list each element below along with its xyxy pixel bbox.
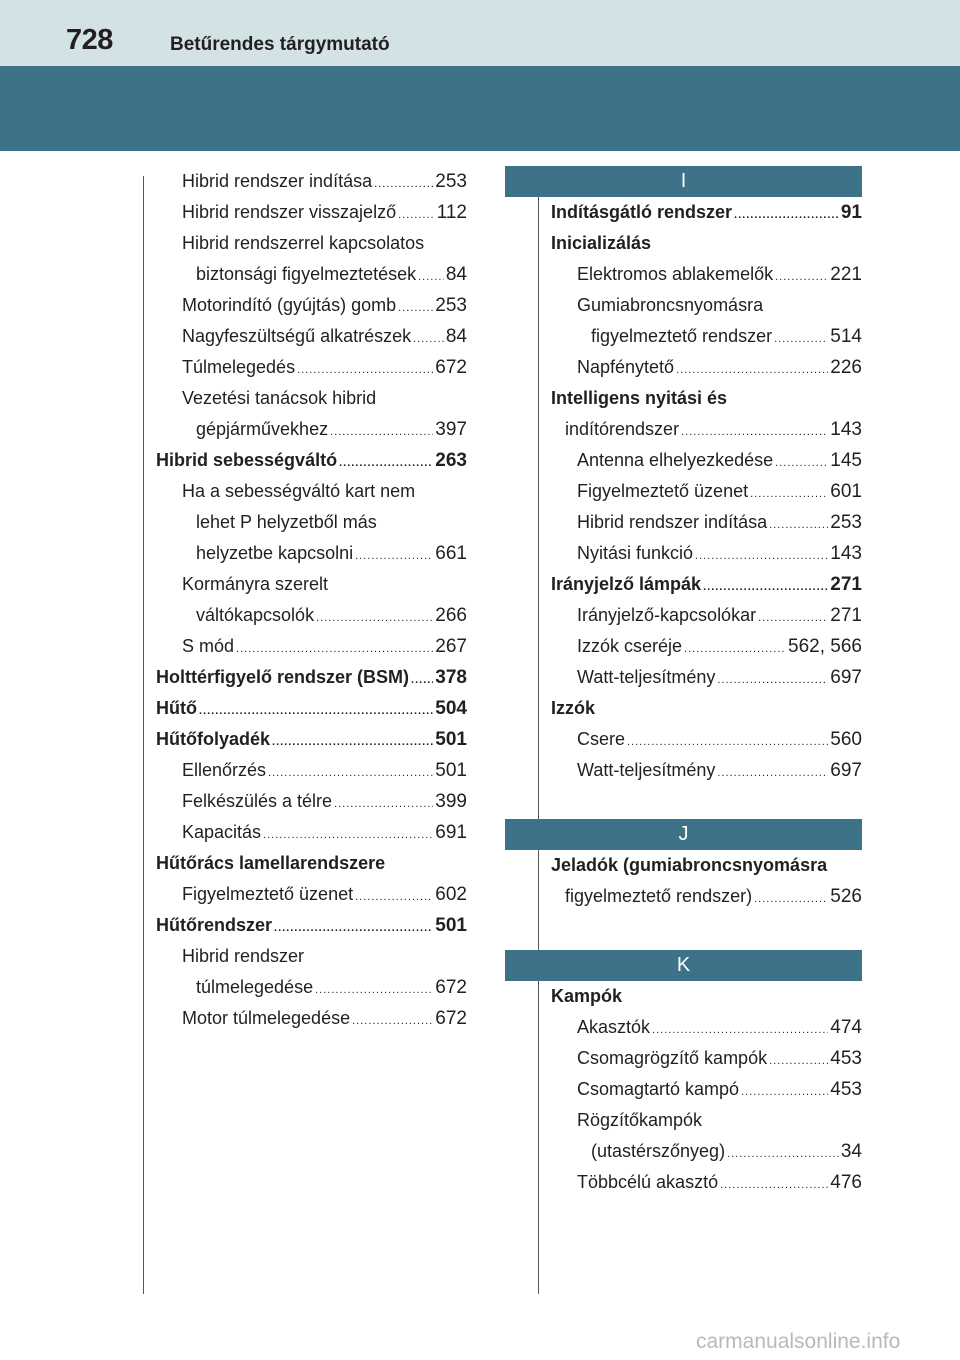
index-entry bbox=[551, 1167, 862, 1198]
leader-dots bbox=[750, 479, 828, 510]
entry-text: Rögzítőkampók bbox=[577, 1110, 703, 1130]
index-entry bbox=[156, 755, 467, 786]
index-entry bbox=[156, 817, 467, 848]
index-entry bbox=[551, 476, 862, 507]
entry-text: Hűtőrendszer bbox=[156, 915, 273, 935]
leader-dots bbox=[398, 293, 433, 324]
section-entries bbox=[551, 981, 862, 1198]
leader-dots bbox=[775, 262, 828, 293]
leader-dots bbox=[775, 448, 828, 479]
entry-text: Indításgátló rendszer bbox=[551, 202, 733, 222]
section-letter-bar: I bbox=[505, 166, 862, 197]
index-entry bbox=[156, 538, 467, 569]
entry-text: Irányjelző lámpák bbox=[551, 574, 702, 594]
entry-text: Izzók cseréje bbox=[577, 636, 683, 656]
index-entry bbox=[156, 724, 467, 755]
entry-text: Gumiabroncsnyomásra bbox=[577, 295, 764, 315]
leader-dots bbox=[684, 634, 786, 665]
entry-page-number: 145 bbox=[830, 450, 862, 471]
entry-text: Akasztók bbox=[577, 1017, 651, 1037]
entry-text: Csomagrögzítő kampók bbox=[577, 1048, 768, 1068]
leader-dots bbox=[315, 975, 433, 1006]
index-entry bbox=[551, 507, 862, 538]
index-entry bbox=[551, 1136, 862, 1167]
index-entry bbox=[156, 352, 467, 383]
entry-page-number: 526 bbox=[830, 886, 862, 907]
entry-page-number: 501 bbox=[435, 729, 467, 750]
entry-page-number: 501 bbox=[435, 760, 467, 781]
leader-dots bbox=[717, 758, 828, 789]
leader-dots bbox=[758, 603, 828, 634]
leader-dots bbox=[199, 696, 433, 727]
entry-page-number: 34 bbox=[840, 1141, 862, 1162]
right-column-rule bbox=[538, 176, 539, 1294]
entry-text: indítórendszer bbox=[565, 419, 680, 439]
index-entry bbox=[156, 197, 467, 228]
leader-dots bbox=[411, 665, 433, 696]
entry-text: Csere bbox=[577, 729, 626, 749]
entry-page-number: 672 bbox=[435, 357, 467, 378]
entry-text: Nagyfeszültségű alkatrészek bbox=[182, 326, 412, 346]
leader-dots bbox=[717, 665, 828, 696]
leader-dots bbox=[355, 882, 433, 913]
entry-text: (utastérszőnyeg) bbox=[591, 1141, 726, 1161]
entry-page-number: 562, 566 bbox=[788, 636, 862, 657]
entry-page-number: 84 bbox=[445, 264, 467, 285]
entry-page-number: 84 bbox=[445, 326, 467, 347]
index-entry bbox=[551, 600, 862, 631]
leader-dots bbox=[754, 884, 828, 915]
entry-page-number: 226 bbox=[830, 357, 862, 378]
index-entry bbox=[551, 445, 862, 476]
entry-text: figyelmeztető rendszer) bbox=[565, 886, 753, 906]
entry-text: Irányjelző-kapcsolókar bbox=[577, 605, 757, 625]
index-entry bbox=[551, 981, 862, 1012]
entry-text: Hűtő bbox=[156, 698, 197, 718]
index-entry bbox=[551, 538, 862, 569]
index-entry bbox=[551, 662, 862, 693]
entry-page-number: 501 bbox=[435, 915, 467, 936]
entry-text: Intelligens nyitási és bbox=[551, 388, 728, 408]
entry-text: Watt-teljesítmény bbox=[577, 667, 716, 687]
index-entry bbox=[551, 881, 862, 912]
entry-text: figyelmeztető rendszer bbox=[591, 326, 773, 346]
entry-page-number: 253 bbox=[435, 295, 467, 316]
index-entry bbox=[156, 290, 467, 321]
leader-dots bbox=[316, 603, 433, 634]
entry-page-number: 143 bbox=[830, 419, 862, 440]
entry-text: Nyitási funkció bbox=[577, 543, 694, 563]
entry-page-number: 661 bbox=[435, 543, 467, 564]
index-entry bbox=[156, 693, 467, 724]
entry-text: Túlmelegedés bbox=[182, 357, 296, 377]
index-entry bbox=[156, 476, 467, 507]
entry-text: Hibrid rendszer visszajelző bbox=[182, 202, 397, 222]
entry-text: Ellenőrzés bbox=[182, 760, 267, 780]
index-entry bbox=[551, 290, 862, 321]
left-column-rule bbox=[143, 176, 144, 1294]
leader-dots bbox=[720, 1170, 828, 1201]
entry-page-number: 514 bbox=[830, 326, 862, 347]
section-entries bbox=[551, 197, 862, 786]
entry-page-number: 263 bbox=[435, 450, 467, 471]
entry-text: Figyelmeztető üzenet bbox=[577, 481, 749, 501]
index-entry bbox=[156, 941, 467, 972]
index-entry bbox=[551, 352, 862, 383]
index-entry bbox=[551, 1105, 862, 1136]
leader-dots bbox=[769, 510, 828, 541]
entry-text: gépjárművekhez bbox=[196, 419, 329, 439]
entry-text: biztonsági figyelmeztetések bbox=[196, 264, 417, 284]
entry-page-number: 474 bbox=[830, 1017, 862, 1038]
leader-dots bbox=[774, 324, 828, 355]
entry-page-number: 221 bbox=[830, 264, 862, 285]
entry-text: S mód bbox=[182, 636, 235, 656]
leader-dots bbox=[334, 789, 433, 820]
leader-dots bbox=[274, 913, 433, 944]
index-entry bbox=[156, 321, 467, 352]
index-entry bbox=[551, 569, 862, 600]
leader-dots bbox=[355, 541, 433, 572]
entry-page-number: 112 bbox=[436, 202, 467, 223]
index-entry bbox=[551, 631, 862, 662]
index-entry bbox=[156, 445, 467, 476]
entry-text: Vezetési tanácsok hibrid bbox=[182, 388, 377, 408]
leader-dots bbox=[268, 758, 433, 789]
index-entry bbox=[551, 1012, 862, 1043]
entry-page-number: 504 bbox=[435, 698, 467, 719]
entry-text: Többcélú akasztó bbox=[577, 1172, 719, 1192]
entry-text: Kapacitás bbox=[182, 822, 262, 842]
index-entry bbox=[551, 850, 862, 881]
leader-dots bbox=[339, 448, 433, 479]
watermark: carmanualsonline.info bbox=[696, 1330, 901, 1353]
entry-text: váltókapcsolók bbox=[196, 605, 315, 625]
entry-text: Hibrid rendszer indítása bbox=[577, 512, 768, 532]
leader-dots bbox=[352, 1006, 433, 1037]
entry-text: Hibrid rendszerrel kapcsolatos bbox=[182, 233, 425, 253]
index-entry bbox=[156, 569, 467, 600]
leader-dots bbox=[418, 262, 444, 293]
index-entry bbox=[551, 693, 862, 724]
entry-page-number: 476 bbox=[830, 1172, 862, 1193]
index-entry bbox=[551, 1074, 862, 1105]
entry-text: Jeladók (gumiabroncsnyomásra bbox=[551, 855, 828, 875]
entry-text: Izzók bbox=[551, 698, 596, 718]
entry-text: Napfénytető bbox=[577, 357, 675, 377]
index-entry bbox=[551, 724, 862, 755]
entry-page-number: 271 bbox=[830, 574, 862, 595]
index-entry bbox=[156, 662, 467, 693]
leader-dots bbox=[330, 417, 433, 448]
index-entry bbox=[156, 383, 467, 414]
entry-page-number: 560 bbox=[830, 729, 862, 750]
index-entry bbox=[156, 631, 467, 662]
leader-dots bbox=[695, 541, 828, 572]
entry-text: Figyelmeztető üzenet bbox=[182, 884, 354, 904]
entry-page-number: 601 bbox=[830, 481, 862, 502]
leader-dots bbox=[681, 417, 828, 448]
entry-text: Elektromos ablakemelők bbox=[577, 264, 774, 284]
leader-dots bbox=[676, 355, 828, 386]
leader-dots bbox=[769, 1046, 828, 1077]
index-entry bbox=[156, 600, 467, 631]
index-left-column bbox=[156, 166, 467, 1034]
entry-text: Hibrid rendszer bbox=[182, 946, 305, 966]
entry-text: Inicializálás bbox=[551, 233, 652, 253]
entry-page-number: 399 bbox=[435, 791, 467, 812]
entry-page-number: 397 bbox=[435, 419, 467, 440]
entry-page-number: 378 bbox=[435, 667, 467, 688]
index-entry bbox=[551, 197, 862, 228]
leader-dots bbox=[627, 727, 828, 758]
index-entry bbox=[156, 414, 467, 445]
leader-dots bbox=[652, 1015, 828, 1046]
index-entry bbox=[551, 383, 862, 414]
leader-dots bbox=[398, 200, 435, 231]
entry-page-number: 253 bbox=[435, 171, 467, 192]
leader-dots bbox=[413, 324, 444, 355]
index-entry bbox=[551, 414, 862, 445]
section-entries bbox=[551, 850, 862, 912]
entry-text: Watt-teljesítmény bbox=[577, 760, 716, 780]
section-letter-bar: J bbox=[505, 819, 862, 850]
index-entry bbox=[156, 972, 467, 1003]
index-entry bbox=[551, 228, 862, 259]
index-entry bbox=[156, 879, 467, 910]
index-entry bbox=[551, 259, 862, 290]
entry-page-number: 266 bbox=[435, 605, 467, 626]
entry-page-number: 672 bbox=[435, 1008, 467, 1029]
leader-dots bbox=[374, 169, 433, 200]
index-entry bbox=[156, 848, 467, 879]
entry-text: helyzetbe kapcsolni bbox=[196, 543, 354, 563]
entry-text: Hűtőrács lamellarendszere bbox=[156, 853, 386, 873]
page-title: Betűrendes tárgymutató bbox=[170, 34, 390, 55]
entry-text: Holttérfigyelő rendszer (BSM) bbox=[156, 667, 410, 687]
index-entry bbox=[551, 1043, 862, 1074]
entry-text: lehet P helyzetből más bbox=[196, 512, 377, 532]
index-entry bbox=[551, 755, 862, 786]
entry-text: Antenna elhelyezkedése bbox=[577, 450, 774, 470]
index-entry bbox=[156, 166, 467, 197]
entry-page-number: 91 bbox=[840, 202, 862, 223]
leader-dots bbox=[727, 1139, 839, 1170]
section-letter-bar: K bbox=[505, 950, 862, 981]
entry-text: Motor túlmelegedése bbox=[182, 1008, 351, 1028]
entry-text: Hűtőfolyadék bbox=[156, 729, 271, 749]
entry-text: Csomagtartó kampó bbox=[577, 1079, 740, 1099]
index-entry bbox=[156, 786, 467, 817]
leader-dots bbox=[236, 634, 433, 665]
entry-page-number: 271 bbox=[830, 605, 862, 626]
entry-page-number: 672 bbox=[435, 977, 467, 998]
index-entry bbox=[551, 321, 862, 352]
page-number: 728 bbox=[66, 24, 113, 56]
entry-text: Hibrid rendszer indítása bbox=[182, 171, 373, 191]
entry-page-number: 697 bbox=[830, 760, 862, 781]
index-entry bbox=[156, 259, 467, 290]
index-entry bbox=[156, 910, 467, 941]
entry-page-number: 253 bbox=[830, 512, 862, 533]
entry-text: Hibrid sebességváltó bbox=[156, 450, 338, 470]
entry-page-number: 453 bbox=[830, 1048, 862, 1069]
entry-text: Kormányra szerelt bbox=[182, 574, 329, 594]
header-band bbox=[0, 66, 960, 151]
index-entry bbox=[156, 228, 467, 259]
index-entry bbox=[156, 1003, 467, 1034]
entry-text: Motorindító (gyújtás) gomb bbox=[182, 295, 397, 315]
index-entry bbox=[156, 507, 467, 538]
entry-text: Ha a sebességváltó kart nem bbox=[182, 481, 416, 501]
entry-text: túlmelegedése bbox=[196, 977, 314, 997]
leader-dots bbox=[297, 355, 433, 386]
entry-text: Felkészülés a télre bbox=[182, 791, 333, 811]
header-bar bbox=[0, 0, 960, 66]
entry-page-number: 143 bbox=[830, 543, 862, 564]
leader-dots bbox=[263, 820, 433, 851]
leader-dots bbox=[272, 727, 433, 758]
entry-text: Kampók bbox=[551, 986, 623, 1006]
entry-page-number: 697 bbox=[830, 667, 862, 688]
leader-dots bbox=[734, 200, 839, 231]
entry-page-number: 267 bbox=[435, 636, 467, 657]
leader-dots bbox=[741, 1077, 828, 1108]
entry-page-number: 453 bbox=[830, 1079, 862, 1100]
entry-page-number: 602 bbox=[435, 884, 467, 905]
leader-dots bbox=[703, 572, 828, 603]
entry-page-number: 691 bbox=[435, 822, 467, 843]
